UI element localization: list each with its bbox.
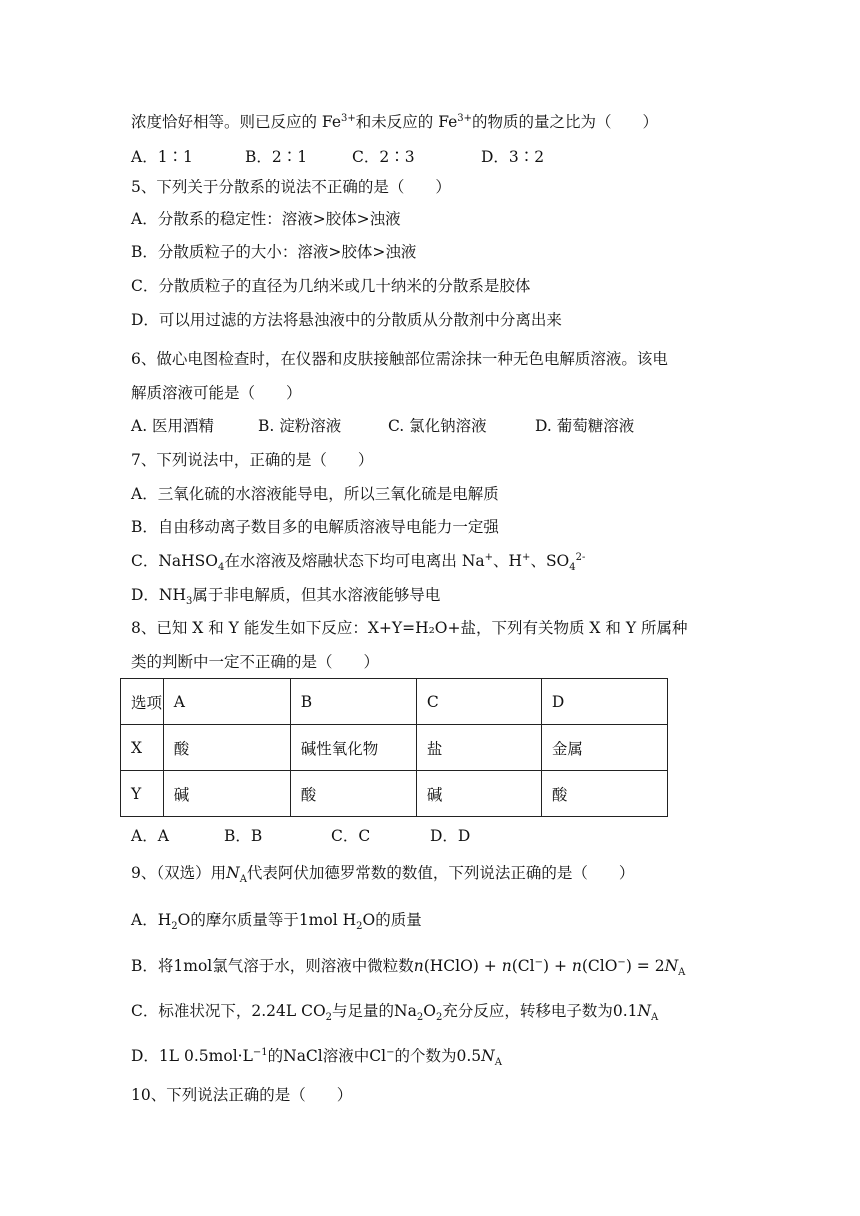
q7-stem: 7、下列说法中，正确的是（ ）	[131, 451, 374, 469]
table-cell: Y	[121, 771, 164, 817]
q7-option-c: C．NaHSO$_4$在水溶液及熔融状态下均可电离出 Na+、H+、$SO_4^{2-}$	[131, 551, 586, 574]
table-cell: 酸	[163, 725, 290, 771]
q7-option-d: D．$NH_3$属于非电解质，但其水溶液能够导电	[131, 586, 441, 608]
q9-option-b: B．将1mol氯气溶于水，则溶液中微粒数n(HClO) + $n(Cl^-) + n(ClO^-) = 2N_A$	[131, 956, 686, 979]
table-cell: D	[541, 679, 667, 725]
q6-option-b: B. 淀粉溶液	[258, 417, 342, 435]
q7-option-a: A．三氧化硫的水溶液能导电，所以三氧化硫是电解质	[131, 485, 499, 503]
q9-option-c: C．标准状况下，2.24L $CO_2$与足量的$Na_2O_2$充分反应，转移电子数为$0.1N_A$	[131, 1002, 659, 1024]
q9-option-d: D．1L $0.5mol\cdot L^{-1}$的NaCl溶液中Cl−的个数为$0.5N_A$	[131, 1046, 502, 1069]
table-row	[121, 679, 668, 725]
table-row	[121, 725, 668, 771]
table-cell: 碱性氧化物	[290, 725, 416, 771]
q4-continuation: 浓度恰好相等。则已反应的 $Fe^{3+}$和未反应的 $Fe^{3+}$的物质的量之比为（ ）	[131, 112, 659, 131]
table-cell: 酸	[290, 771, 416, 817]
q4-option-a: A．1∶1	[131, 148, 193, 166]
q8-option-a: A．A	[131, 827, 169, 845]
q6-option-c: C. 氯化钠溶液	[388, 417, 487, 435]
table-row	[121, 771, 668, 817]
q5-option-b: B．分散质粒子的大小：溶液>胶体>浊液	[131, 243, 417, 261]
q9-option-a: A．$H_2O$的摩尔质量等于1mol $H_2O$的质量	[131, 911, 422, 933]
q4-option-b: B．2∶1	[245, 148, 308, 166]
q4-option-c: C．2∶3	[352, 148, 415, 166]
q10-stem: 10、下列说法正确的是（ ）	[131, 1086, 353, 1104]
table-cell: 选项	[121, 679, 164, 725]
table-cell: 碱	[416, 771, 541, 817]
q5-option-a: A．分散系的稳定性：溶液>胶体>浊液	[131, 210, 401, 228]
table-cell: 盐	[416, 725, 541, 771]
q5-option-d: D．可以用过滤的方法将悬浊液中的分散质从分散剂中分离出来	[131, 311, 562, 329]
q6-option-d: D. 葡萄糖溶液	[535, 417, 635, 435]
table-cell: X	[121, 725, 164, 771]
q5-option-c: C．分散质粒子的直径为几纳米或几十纳米的分散系是胶体	[131, 277, 531, 295]
q6-stem-line1: 6、做心电图检查时，在仪器和皮肤接触部位需涂抹一种无色电解质溶液。该电	[131, 350, 668, 368]
q9-stem: 9、（双选）用$N_A$代表阿伏加德罗常数的数值，下列说法正确的是（ ）	[131, 864, 635, 886]
q8-option-c: C．C	[331, 827, 371, 845]
q8-option-d: D．D	[430, 827, 471, 845]
q8-stem-line2: 类的判断中一定不正确的是（ ）	[131, 653, 380, 671]
table-cell: 碱	[163, 771, 290, 817]
table-cell: B	[290, 679, 416, 725]
table-cell: A	[163, 679, 290, 725]
q5-stem: 5、下列关于分散系的说法不正确的是（ ）	[131, 178, 451, 196]
table-cell: 酸	[541, 771, 667, 817]
q4-option-d: D．3∶2	[481, 148, 545, 166]
q8-table	[120, 678, 668, 817]
q7-option-b: B．自由移动离子数目多的电解质溶液导电能力一定强	[131, 518, 499, 536]
q8-stem-line1: 8、已知 X 和 Y 能发生如下反应：X+Y=H₂O+盐，下列有关物质 X 和 Y 所属种	[131, 619, 688, 637]
q6-stem-line2: 解质溶液可能是（ ）	[131, 384, 302, 402]
table-cell: C	[416, 679, 541, 725]
q6-option-a: A. 医用酒精	[131, 417, 215, 435]
table-cell: 金属	[541, 725, 667, 771]
q8-option-b: B．B	[224, 827, 263, 845]
